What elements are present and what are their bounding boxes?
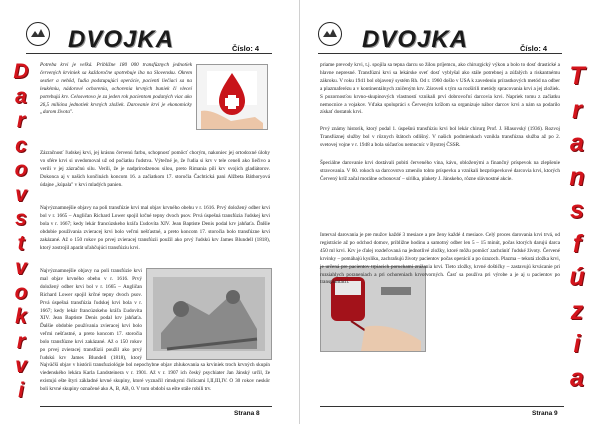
vertical-title-letter: i (18, 378, 24, 402)
vertical-title-darcovstvo (8, 60, 34, 403)
right-paragraph-3: Špeciálne darovanie krvi dostávali pobiti červeného vína, kávu, obloženými a finančný príspevok na zlepšenie stravovania. V 60. rokoch sa darcovstvo zmenilo tohto príspevku a vznikali bezpríspevkové darcovia krvi, ktorých Červený kríž začal morálne ocbonovať – sírilka, plakety J. Jánskeho, rôzne slávnostné akcie. (320, 160, 560, 182)
vertical-title-letter: z (570, 296, 584, 325)
issue-number: Číslo: 4 (232, 44, 260, 53)
intro-paragraph: Potreba krvi je veľká. Približne 180 000 transfúznych jednotiek červených krviniek sa každoročne spotrebuje iba na Slovensku. Okrem sestier a nehôd, ľudia podstupujúci operácie, pacienti liečiaci sa na leukémiu, nádorové ochorenia, ochorenia krvných buniek či vleceí potrebujú krv. Celosvetovo je za jeden rok pacientom podaných viac ako 26,5 milióna jednotiek krvných zložiek. Darovanie krvi je ekonomicky „darom života". (40, 62, 192, 116)
vertical-title-letter: o (14, 280, 28, 304)
historic-transfusion-engraving (146, 268, 272, 360)
logo-emblem-icon (26, 22, 50, 46)
vertical-title-letter: o (14, 158, 28, 181)
vertical-title-letter: a (570, 363, 584, 392)
vertical-title-letter: D (13, 60, 29, 83)
right-paragraph-4: Interval darovania je pre mužov každé 3 mesiace a pre ženy každé 4 mesiace. Celý proces darovania krvi trvá, od registrácie až po odchod domov, približne hodinu a samotný odber len 5 – 15 minút, počas ktorých darujú darca 450 ml krvi. Krv je ďalej rozdeľovaná na jednotlivé zložky, ktoré môžu pomôcť zachrániť ľudské životy. Červené krvinky – pomáhajú kyslíku, zachraňujú životy pacientov počas operácií a po úrazoch. Plazma – tekutá zložka krvi, je určená pre pacientov trpiacich poruchami zrážania krvi. Tieto zložky, krvné doštičky – zastavujú krvácanie pri rozsiahlych poraneniach a pri ochoreniach krvotvorných. Časť sa používa pri výrobe a je aj u pacientov po transplantácii. (320, 232, 560, 286)
left-paragraph-2a: Najvýznamnejšie objavy na poli transfúzie krvi mal objav krvného obehu v r. 1616. Prvý doložený odber krvi bol v r. 1665 – Angličan Richard Lower spojil krčné tepny dvoch psov. Prvá úspešná transfúzia ľudskej krvi bola v r. 1667; kedy lekár francúzskeho kráľa Ľudovíta XIV. Jean Baptiste Denis podal krv jahňaťa. Ďalšie obdobie používania zvieracej krvi bolo veľmi nešťastné, a preto koncom 17. storočia bolo transfúzne krvi zakázané. Až o 150 rokov po prvej zvieracej transfúzii použil ako prvý ľudskú krv James Blundell (1818), ktorý zostrojil aparát uľahčujúci transfúziu krvi. (40, 205, 270, 251)
vertical-title-letter: ú (569, 263, 585, 291)
left-paragraph-1: Zázračnosť ľudskej krvi, jej krásnu červenú farbu, schopnosť pomôcť chorým, nakoniec jej ortodoxné úlohy vo sfére krvi si uvedomoval už od počiatku ľudstva. Výtečné je, že ľudia si krv v tele ceneli ako liečivo a verili v jej zázračnú silu. Verili, že je nadprirodzenou silou, preto Rimania pili krv svojich gladiátorov. Dokonca aj v našich končinách koncom 16. a začiatkom 17. storočia Čachtická pani Alžbeta Báthoryová údajne „kúpala" v krvi mladých panien. (40, 150, 270, 188)
vertical-title-letter: r (16, 329, 26, 353)
left-paragraph-3: Najväčší objav v histórii transfuziológie bol nepochybne objav zhlukovania sa krviniek troch krvných skupín viedenského lekára Karla Landsteinera v r. 1901. Až v r. 1907 ich český psychiater Jan Jánský určil, že existujú ešte štyri základné krvné skupiny, ktoré vyznačil rímskymi číslicami I,II,III,IV. O 30 rokov neskôr boli krvné skupiny označené ako A, B, AB, 0. V tom období sa ešte stále robili trv. (40, 362, 270, 392)
vertical-title-letter: k (15, 305, 27, 328)
vertical-title-transfuzia (562, 60, 592, 395)
right-paragraph-2: Prvý známy historik, ktorý podal 1. úspešnú transfúziu krvi bol lekár chirurg Prof. J. Hlasovský (1936). Rozvoj Transfúznej služby bol v rôznych štátoch odlišný. V našich podmienkach vznikla transfúzna služba až po 2. svetovej vojne v r. 1948 a bola súčasťou nemocníc v Bystrej ČSSR. (320, 126, 560, 148)
left-paragraph-2b: Najvýznamnejšie objavy na poli transfúzie krvi mal objav krvného obehu v r. 1616. Prvý doložený odber krvi bol v r. 1665 – Angličan Richard Lower spojil krčné tepny dvoch psov. Prvá úspešná transfúzia ľudskej krvi bola v r. 1667; kedy lekár francúzskeho kráľa Ľudovíta XIV. Jean Baptiste Denis podal krv jahňaťa. Ďalšie obdobie používania zvieracej krvi bolo veľmi nešťastné, a preto koncom 17. storočia bolo transfúzne krvi zakázané. Až o 150 rokov po prvej zvieracej transfúzii použil ako prvý ľudskú krv James Blundell (1818), ktorý (40, 268, 142, 360)
blood-drop-photo (196, 64, 268, 130)
vertical-title-letter: i (573, 330, 581, 358)
logo-emblem-icon (318, 22, 342, 46)
vertical-title-letter: f (572, 229, 582, 258)
vertical-title-letter: v (15, 182, 27, 206)
vertical-title-letter: r (572, 95, 582, 124)
vertical-title-letter: r (16, 109, 26, 132)
header-rule (26, 53, 272, 54)
vertical-title-letter: c (15, 133, 27, 157)
right-paragraph-1: priame prevody krvi, t.j. spojila sa tepna darcu so žilou príjemcu, ako chirurgický výkon a bolo to dosť drastické a hlavne nepresné. Transfúzni krvi sa lekárske sveť dosť vyblyšal ako stále potrebnej a zúfalých a riskantnému zákroku. V roku 1941 bol objavený systém Rh. Od r. 1960 došlo v USA k zavedeniu prírastkových metód na odber a plazmaferézu a v kontinentálnych zničeným krv. Zároveň s tým sa rozšírili metódy spracovania krvi a jej zložiek. S pozornosťou krvno-skupinových vlastností vznikali prví dobrovoľní darcovia krvi. Napriek tomu z začiatku nemocnice a vojakov. Vďaka spolupráci s Červeným krížom sa organizuje nábor darcov krvi a nám sa podarilo získať dostatok krvi. (320, 62, 560, 116)
vertical-title-letter: v (15, 354, 27, 377)
vertical-title-letter: t (17, 231, 25, 255)
logo-title: DVOJKA (362, 26, 469, 53)
vertical-title-letter: n (569, 162, 585, 191)
vertical-title-letter: T (569, 62, 585, 90)
footer-rule (40, 406, 272, 407)
vertical-title-letter: a (570, 129, 584, 157)
header-rule (318, 53, 562, 54)
right-page (300, 0, 600, 424)
page-number: Strana 9 (532, 410, 558, 417)
issue-number: Číslo: 4 (520, 44, 548, 53)
vertical-title-letter: s (15, 207, 27, 230)
page-number: Strana 8 (234, 410, 260, 417)
vertical-title-letter: v (15, 256, 27, 279)
vertical-title-letter: a (15, 84, 27, 108)
footer-rule (320, 406, 564, 407)
vertical-title-letter: s (570, 196, 584, 224)
logo-title: DVOJKA (68, 26, 175, 53)
